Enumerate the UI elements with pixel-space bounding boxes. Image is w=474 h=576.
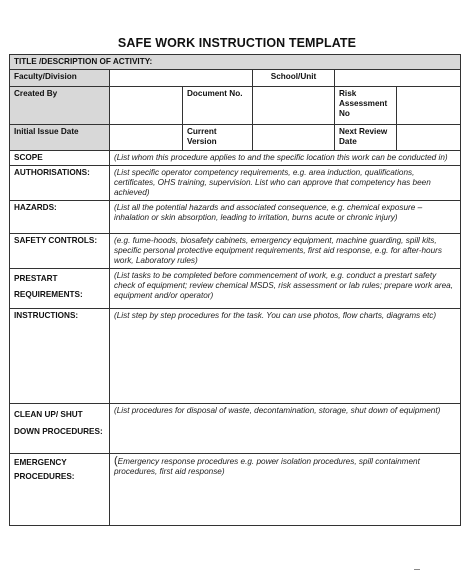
school-unit-label: School/Unit: [253, 70, 335, 87]
document-title: SAFE WORK INSTRUCTION TEMPLATE: [117, 36, 357, 50]
faculty-division-label: Faculty/Division: [10, 70, 110, 87]
document-no-label: Document No.: [183, 87, 253, 125]
current-version-field[interactable]: [253, 125, 335, 151]
safe-work-form: [9, 54, 461, 526]
document-no-field[interactable]: [253, 87, 335, 125]
initial-issue-date-field[interactable]: [110, 125, 183, 151]
next-review-date-label: Next Review Date: [335, 125, 397, 151]
current-version-label: Current Version: [183, 125, 253, 151]
scope-label: SCOPE: [10, 151, 110, 166]
cleanup-shutdown-field[interactable]: (List procedures for disposal of waste, decontamination, storage, shut down of equipment): [110, 404, 461, 454]
risk-assessment-field[interactable]: [397, 87, 461, 125]
emergency-procedures-field[interactable]: [110, 454, 461, 526]
emergency-procedures-label: EMERGENCY PROCEDURES:: [10, 454, 110, 526]
authorisations-field[interactable]: (List specific operator competency requirements, e.g. area induction, qualifications, certificates, OHS training, supervision. List who can approve that competency has been achieved): [110, 166, 461, 201]
hazards-label: HAZARDS:: [10, 201, 110, 234]
emergency-procedures-instruction: Emergency response procedures e.g. power isolation procedures, spill containment procedures, first aid response): [114, 457, 420, 476]
created-by-label: Created By: [10, 87, 110, 125]
safety-controls-field[interactable]: (e.g. fume-hoods, biosafety cabinets, emergency equipment, machine guarding, spill kits, specific personal protective equipment requirements, first aid response, e.g. for after-hours work, Laboratory rules): [110, 234, 461, 269]
safety-controls-label: SAFETY CONTROLS:: [10, 234, 110, 269]
faculty-division-field[interactable]: [110, 70, 253, 87]
prestart-requirements-label: PRESTART REQUIREMENTS:: [10, 269, 110, 309]
initial-issue-date-label: Initial Issue Date: [10, 125, 110, 151]
scope-field[interactable]: (List whom this procedure applies to and the specific location this work can be conducted in): [110, 151, 461, 166]
school-unit-field[interactable]: [335, 70, 461, 87]
authorisations-label: AUTHORISATIONS:: [10, 166, 110, 201]
page-marker: [414, 569, 420, 570]
open-paren: (: [114, 455, 118, 467]
prestart-requirements-field[interactable]: (List tasks to be completed before commencement of work, e.g. conduct a prestart safety check of equipment; review chemical MSDS, risk assessment or lab rules; prepare work area, equipment and/or operator): [110, 269, 461, 309]
hazards-field[interactable]: (List all the potential hazards and associated consequence, e.g. chemical exposure – inhalation or skin absorption, leading to irritation, burns acute or chronic injury): [110, 201, 461, 234]
created-by-field[interactable]: [110, 87, 183, 125]
cleanup-shutdown-label: CLEAN UP/ SHUT DOWN PROCEDURES:: [10, 404, 110, 454]
instructions-field[interactable]: (List step by step procedures for the task. You can use photos, flow charts, diagrams etc): [110, 309, 461, 404]
title-description-field: TITLE /DESCRIPTION OF ACTIVITY:: [10, 55, 461, 70]
risk-assessment-label: Risk Assessment No: [335, 87, 397, 125]
instructions-label: INSTRUCTIONS:: [10, 309, 110, 404]
next-review-date-field[interactable]: [397, 125, 461, 151]
